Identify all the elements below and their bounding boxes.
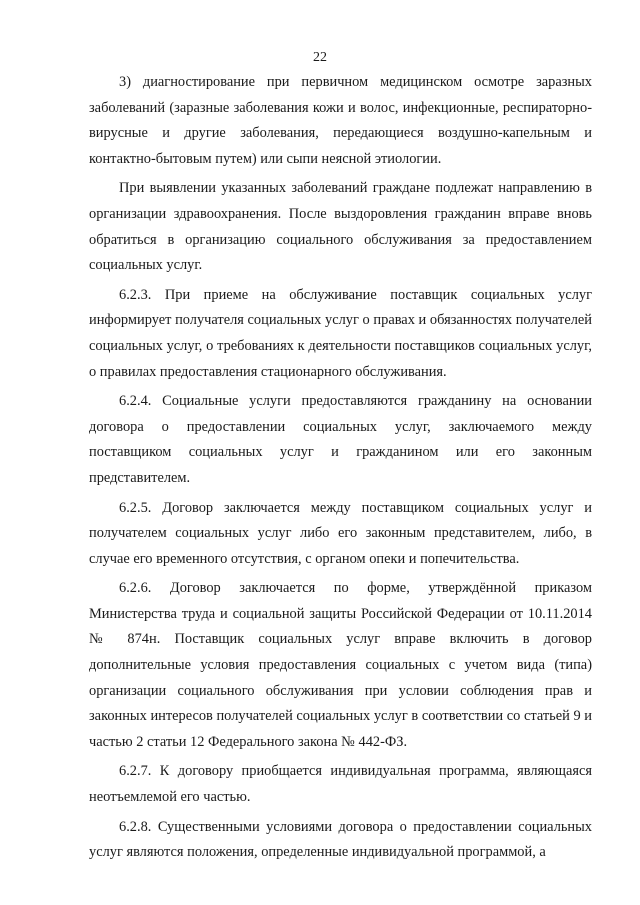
page-number: 22 [313,50,327,65]
paragraph-6-2-5: 6.2.5. Договор заключается между поставщиком социальных услуг и получателем социальных услуг либо его законным представителем, либо, в случае его временного отсутствия, с органом опеки и попечительства. [89,499,592,567]
paragraph-detection-of-diseases: При выявлении указанных заболеваний граждане подлежат направлению в организации здравоохранения. После выздоровления гражданин вправе вновь обратиться в организацию социального обслуживания за предоставлением социальных услуг. [89,180,592,274]
paragraph-6-2-8: 6.2.8. Существенными условиями договора о предоставлении социальных услуг являются положения, определенные индивидуальной программой, а [89,818,592,861]
paragraph-6-2-4: 6.2.4. Социальные услуги предоставляются гражданину на основании договора о предоставлении социальных услуг, заключаемого между поставщиком социальных услуг и гражданином или его законным представителем. [89,393,592,486]
paragraph-6-2-7: 6.2.7. К договору приобщается индивидуальная программа, являющаяся неотъемлемой его частью. [89,763,592,806]
paragraph-6-2-3: 6.2.3. При приеме на обслуживание поставщик социальных услуг информирует получателя социальных услуг о правах и обязанностях получателей социальных услуг, о требованиях к деятельности поставщиков социальных услуг, о правилах предоставления стационарного обслуживания. [89,286,592,380]
document-body [89,70,592,870]
paragraph-diagnosis-item: 3) диагностирование при первичном медицинском осмотре заразных заболеваний (заразные заболевания кожи и волос, инфекционные, респираторно-вирусные и другие заболевания, передающиеся воздушно-капельным и контактно-бытовым путем) или сыпи неясной этиологии. [89,74,592,167]
paragraph-6-2-6: 6.2.6. Договор заключается по форме, утверждённой приказом Министерства труда и социальной защиты Российской Федерации от 10.11.2014 № 874н. Поставщик социальных услуг вправе включить в договор дополнительные условия предоставления социальных с учетом вида (типа) организации социального обслуживания при условии соблюдения прав и законных интересов получателей социальных услуг в соответствии со статьей 9 и частью 2 статьи 12 Федерального закона № 442-ФЗ. [89,580,592,750]
